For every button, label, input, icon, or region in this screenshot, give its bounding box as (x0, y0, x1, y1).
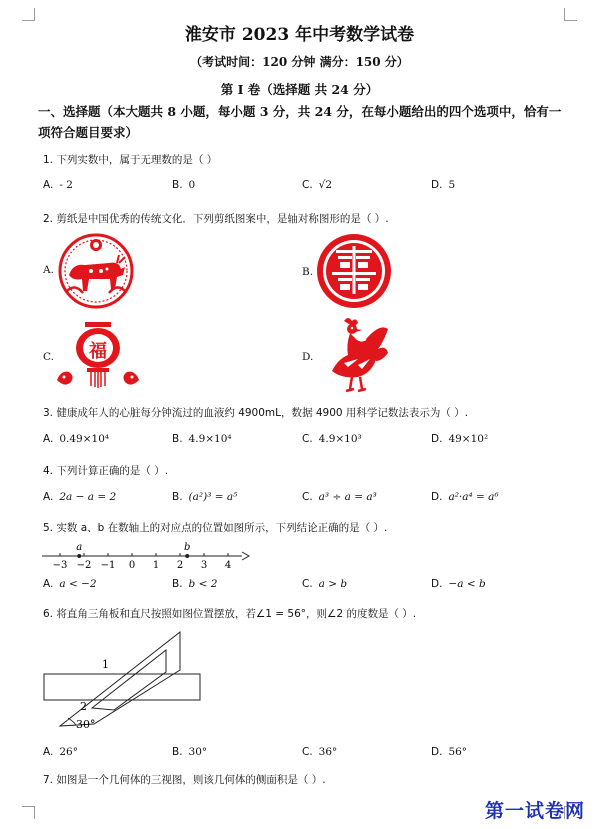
q2-option-a-letter: A. (43, 264, 54, 276)
option-letter: C. (302, 491, 313, 503)
question-3-stem: 3. 健康成年人的心脏每分钟流过的血液约 4900mL，数据 4900 用科学记数法表示为（ ）. (43, 407, 469, 419)
number-line-tick-label: 4 (224, 560, 232, 570)
option-letter: B. (172, 578, 183, 590)
number-line-tick-label: −2 (76, 560, 92, 570)
option-letter: C. (302, 433, 313, 445)
q6-option-c (302, 746, 337, 758)
q2-option-c-letter: C. (43, 351, 54, 363)
number-line-tick-label: 1 (152, 560, 160, 570)
option-text: 5 (448, 179, 456, 191)
q4-option-d (431, 491, 499, 503)
crop-mark-bottom-left (22, 806, 35, 819)
q5-option-b (172, 578, 217, 590)
option-letter: B. (172, 433, 183, 445)
triangle-ruler-figure (40, 626, 210, 734)
option-letter: A. (43, 746, 54, 758)
option-text: 49×10² (448, 433, 489, 445)
section-heading: 一、选择题（本大题共 8 小题，每小题 3 分，共 24 分，在每小题给出的四个选项中，恰有一项符合题目要求） (38, 104, 562, 140)
option-letter: B. (172, 746, 183, 758)
number-line-tick-label: −1 (100, 560, 116, 570)
q1-option-a (43, 179, 73, 191)
option-text: 26° (59, 746, 78, 758)
number-line-arrow (242, 552, 249, 560)
triangle-outer (60, 632, 180, 726)
option-letter: A. (43, 433, 54, 445)
option-text: a³ ÷ a = a³ (318, 491, 377, 503)
option-letter: C. (302, 179, 313, 191)
papercut-rooster-icon (318, 315, 390, 393)
option-text: −a < b (448, 578, 486, 590)
number-line-tick-label: 2 (176, 560, 184, 570)
option-text: 2a − a = 2 (59, 491, 117, 503)
option-text: 36° (318, 746, 338, 758)
angle-2-label: 2 (80, 700, 87, 713)
q4-option-a (43, 491, 116, 503)
lantern-fu-glyph: 福 (89, 341, 107, 362)
exam-subtitle: （考试时间：120 分钟 满分：150 分） (190, 55, 409, 69)
option-text: 56° (448, 746, 468, 758)
number-line-point (77, 554, 81, 558)
number-line-point-label: a (76, 542, 83, 553)
option-text: 0 (188, 179, 196, 191)
option-letter: D. (431, 578, 443, 590)
question-5-stem: 5. 实数 a、b 在数轴上的对应点的位置如图所示，下列结论正确的是（ ）. (43, 522, 388, 534)
number-line-tick-label: 0 (128, 560, 136, 570)
q3-option-a (43, 433, 109, 445)
option-text: - 2 (59, 179, 73, 191)
q1-option-d (431, 179, 455, 191)
option-letter: D. (431, 491, 443, 503)
number-line-tick-label: −3 (52, 560, 68, 570)
site-watermark: 第一试卷网 (484, 800, 585, 822)
question-2-stem: 2. 剪纸是中国优秀的传统文化．下列剪纸图案中，是轴对称图形的是（ ）. (43, 213, 389, 225)
option-text: a > b (318, 578, 348, 590)
number-line-point-label: b (183, 542, 191, 553)
question-7-stem: 7. 如图是一个几何体的三视图，则该几何体的侧面积是（ ）. (43, 774, 326, 786)
q2-option-d-letter: D. (302, 351, 314, 363)
exam-title: 淮安市 2023 年中考数学试卷 (184, 25, 415, 45)
q4-option-c (302, 491, 377, 503)
papercut-double-happiness-icon (314, 232, 394, 310)
option-text: 4.9×10³ (318, 433, 362, 445)
papercut-ox-icon (55, 233, 137, 309)
option-letter: D. (431, 746, 443, 758)
option-letter: A. (43, 578, 54, 590)
option-letter: C. (302, 578, 313, 590)
option-text: (a²)³ = a⁵ (188, 491, 238, 503)
angle-30-label: 30° (76, 718, 96, 731)
number-line-figure (38, 538, 250, 570)
q3-option-d (431, 433, 488, 445)
option-text: 4.9×10⁴ (188, 433, 232, 445)
option-text: a²·a⁴ = a⁶ (448, 491, 499, 503)
question-4-stem: 4. 下列计算正确的是（ ）. (43, 465, 169, 477)
q6-option-d (431, 746, 467, 758)
papercut-lantern-fu-icon (55, 320, 141, 390)
q5-option-d (431, 578, 486, 590)
part-title: 第 I 卷（选择题 共 24 分） (220, 82, 379, 97)
option-letter: A. (43, 491, 54, 503)
angle-30-arc (68, 718, 76, 725)
q2-option-b-letter: B. (302, 266, 314, 278)
option-text: 0.49×10⁴ (59, 433, 110, 445)
option-text: a < −2 (59, 578, 97, 590)
option-text: √2 (318, 179, 333, 191)
q1-option-b (172, 179, 195, 191)
q5-option-a (43, 578, 97, 590)
q6-option-b (172, 746, 207, 758)
number-line-tick-label: 3 (200, 560, 208, 570)
q3-option-c (302, 433, 362, 445)
option-text: b < 2 (188, 578, 218, 590)
option-letter: D. (431, 433, 443, 445)
angle-1-label: 1 (102, 658, 109, 671)
q1-option-c (302, 179, 332, 191)
q6-option-a (43, 746, 78, 758)
question-6-stem: 6. 将直角三角板和直尺按照如图位置摆放，若∠1 = 56°，则∠2 的度数是（ ）. (43, 608, 417, 620)
number-line-point (185, 554, 189, 558)
q5-option-c (302, 578, 347, 590)
option-letter: D. (431, 179, 443, 191)
option-letter: A. (43, 179, 54, 191)
q3-option-b (172, 433, 232, 445)
option-letter: C. (302, 746, 313, 758)
option-text: 30° (188, 746, 208, 758)
option-letter: B. (172, 179, 183, 191)
question-1-stem: 1. 下列实数中，属于无理数的是（ ） (43, 154, 218, 166)
option-letter: B. (172, 491, 183, 503)
q4-option-b (172, 491, 237, 503)
